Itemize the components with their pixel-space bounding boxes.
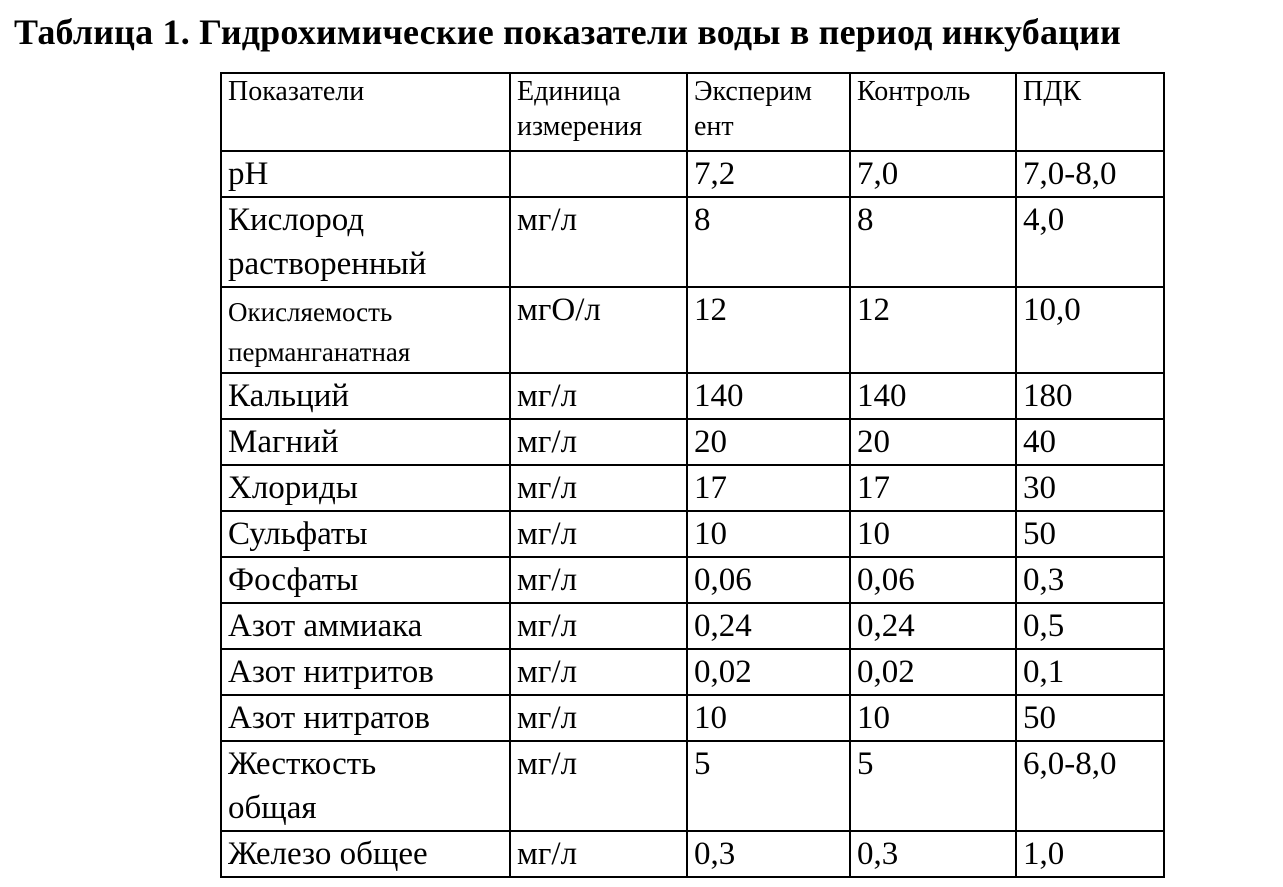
table-cell: мгО/л — [510, 287, 687, 373]
table-row — [221, 419, 1164, 465]
header-cell: Контроль — [850, 73, 1016, 151]
table-cell: 4,0 — [1016, 197, 1164, 287]
indicator-name-cell: Азот аммиака — [221, 603, 510, 649]
table-cell: 1,0 — [1016, 831, 1164, 877]
indicator-name-cell: Окисляемость перманганатная — [221, 287, 510, 373]
table-row — [221, 649, 1164, 695]
indicator-name-cell: Кислород растворенный — [221, 197, 510, 287]
table-cell: 7,0 — [850, 151, 1016, 197]
table-cell: 40 — [1016, 419, 1164, 465]
indicator-name-cell: Магний — [221, 419, 510, 465]
table-cell: 0,3 — [1016, 557, 1164, 603]
table-cell: 7,2 — [687, 151, 850, 197]
table-row — [221, 511, 1164, 557]
table-row — [221, 373, 1164, 419]
table-cell: мг/л — [510, 831, 687, 877]
table-row — [221, 465, 1164, 511]
table-cell: 0,5 — [1016, 603, 1164, 649]
table-cell: мг/л — [510, 695, 687, 741]
header-cell: ПДК — [1016, 73, 1164, 151]
table-cell: 0,02 — [850, 649, 1016, 695]
table-cell: 0,06 — [850, 557, 1016, 603]
table-cell: 12 — [687, 287, 850, 373]
table-cell: 8 — [850, 197, 1016, 287]
table-row — [221, 287, 1164, 373]
table-row — [221, 695, 1164, 741]
table-cell: мг/л — [510, 557, 687, 603]
table-row — [221, 741, 1164, 831]
table-cell: 0,24 — [850, 603, 1016, 649]
table-cell: 0,06 — [687, 557, 850, 603]
table-cell: 5 — [687, 741, 850, 831]
table-cell: мг/л — [510, 373, 687, 419]
table-cell: 50 — [1016, 511, 1164, 557]
table-cell: 20 — [687, 419, 850, 465]
indicator-name-cell: Кальций — [221, 373, 510, 419]
table-row — [221, 197, 1164, 287]
table-row — [221, 831, 1164, 877]
table-cell: 20 — [850, 419, 1016, 465]
table-title: Таблица 1. Гидрохимические показатели воды в период инкубации — [14, 12, 1122, 52]
table-cell: 0,3 — [850, 831, 1016, 877]
table-header-row — [221, 73, 1164, 151]
header-cell: Эксперим ент — [687, 73, 850, 151]
hydrochemical-table — [220, 72, 1165, 878]
table-cell: 10 — [687, 695, 850, 741]
table-cell: 0,1 — [1016, 649, 1164, 695]
header-cell: Показатели — [221, 73, 510, 151]
indicator-name-cell: pH — [221, 151, 510, 197]
indicator-name-cell: Железо общее — [221, 831, 510, 877]
table-row — [221, 603, 1164, 649]
table-cell: 140 — [687, 373, 850, 419]
table-cell: 180 — [1016, 373, 1164, 419]
table-cell: мг/л — [510, 511, 687, 557]
table-cell: 10 — [850, 695, 1016, 741]
indicator-name-cell: Азот нитратов — [221, 695, 510, 741]
table-row — [221, 557, 1164, 603]
table-cell: мг/л — [510, 741, 687, 831]
table-cell: 0,02 — [687, 649, 850, 695]
table-cell: 10 — [850, 511, 1016, 557]
table-cell: 30 — [1016, 465, 1164, 511]
table-cell: 6,0-8,0 — [1016, 741, 1164, 831]
table-cell: мг/л — [510, 419, 687, 465]
table-cell: 8 — [687, 197, 850, 287]
indicator-name-cell: Хлориды — [221, 465, 510, 511]
table-cell: 10 — [687, 511, 850, 557]
header-cell: Единица измерения — [510, 73, 687, 151]
table-cell: 0,24 — [687, 603, 850, 649]
table-cell: 140 — [850, 373, 1016, 419]
table-cell — [510, 151, 687, 197]
table-cell: 10,0 — [1016, 287, 1164, 373]
table-cell: мг/л — [510, 603, 687, 649]
table-cell: мг/л — [510, 197, 687, 287]
table-cell: 7,0-8,0 — [1016, 151, 1164, 197]
table-cell: 17 — [687, 465, 850, 511]
table-cell: 12 — [850, 287, 1016, 373]
indicator-name-cell: Азот нитритов — [221, 649, 510, 695]
indicator-name-cell: Фосфаты — [221, 557, 510, 603]
table-cell: 50 — [1016, 695, 1164, 741]
table-cell: мг/л — [510, 465, 687, 511]
indicator-name-cell: Жесткость общая — [221, 741, 510, 831]
table-cell: 0,3 — [687, 831, 850, 877]
table-cell: 5 — [850, 741, 1016, 831]
table-cell: мг/л — [510, 649, 687, 695]
table-cell: 17 — [850, 465, 1016, 511]
table-row — [221, 151, 1164, 197]
indicator-name-cell: Сульфаты — [221, 511, 510, 557]
